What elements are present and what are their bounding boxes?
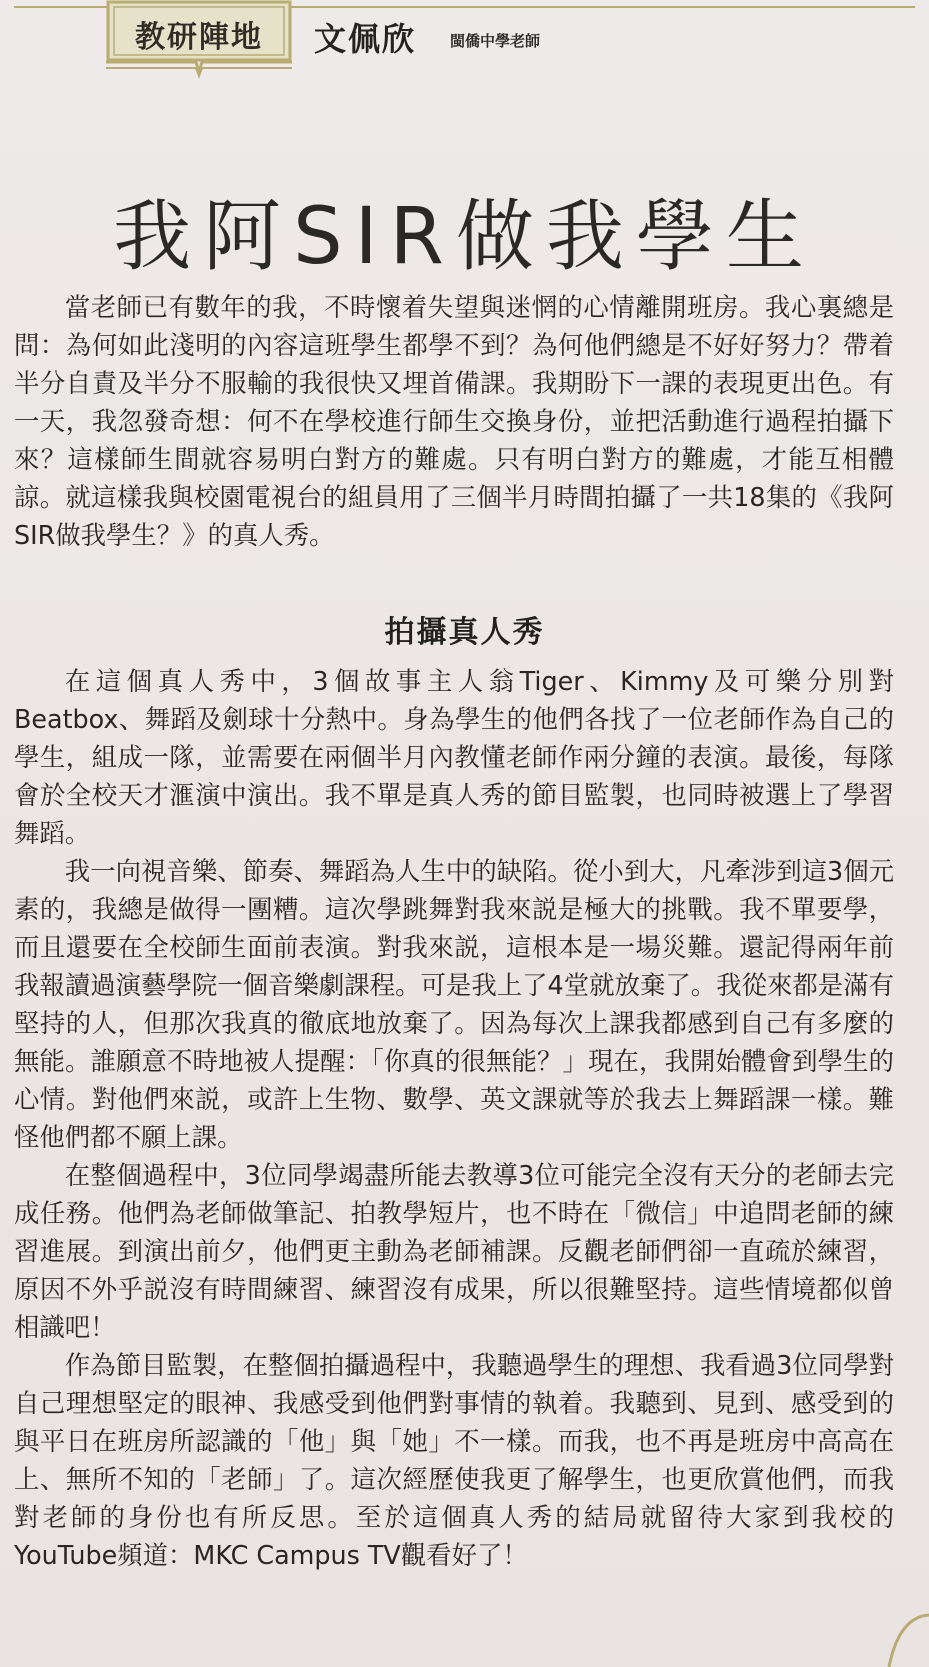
column-label: 教研陣地 [135,20,263,55]
intro-paragraph: 當老師已有數年的我，不時懷着失望與迷惘的心情離開班房。我心裏總是問：為何如此淺明的內容這班學生都學不到？為何他們總是不好好努力？帶着半分自責及半分不服輸的我很快又埋首備課。我期盼下一課的表現更出色。有一天，我忽發奇想：何不在學校進行師生交換身份，並把活動進行過程拍攝下來？這樣師生間就容易明白對方的難處。只有明白對方的難處，才能互相體諒。就這樣我與校園電視台的組員用了三個半月時間拍攝了一共18集的《我阿SIR做我學生？》的真人秀。 [14,292,894,550]
body-paragraph-4: 作為節目監製，在整個拍攝過程中，我聽過學生的理想、我看過3位同學對自己理想堅定的眼神、我感受到他們對事情的執着。我聽到、見到、感受到的與平日在班房所認識的「他」與「她」不一樣。而我，也不再是班房中高高在上、無所不知的「老師」了。這次經歷使我更了解學生，也更欣賞他們，而我對老師的身份也有所反思。至於這個真人秀的結局就留待大家到我校的YouTube頻道：MKC Campus TV觀看好了！ [14,1350,894,1570]
body-paragraph-1: 在這個真人秀中，3個故事主人翁Tiger、Kimmy及可樂分別對Beatbox、舞蹈及劍球十分熱中。身為學生的他們各找了一位老師作為自己的學生，組成一隊，並需要在兩個半月內教懂老師作兩分鐘的表演。最後，每隊會於全校天才滙演中演出。我不單是真人秀的節目監製，也同時被選上了學習舞蹈。 [14,666,894,848]
author-title: 閩僑中學老師 [450,32,541,50]
body-paragraph-3: 在整個過程中，3位同學竭盡所能去教導3位可能完全沒有天分的老師去完成任務。他們為老師做筆記、拍教學短片，也不時在「微信」中追問老師的練習進展。到演出前夕，他們更主動為老師補課。反觀老師們卻一直疏於練習，原因不外乎説沒有時間練習、練習沒有成果，所以很難堅持。這些情境都似曾相識吧！ [14,1160,894,1342]
column-badge [104,0,294,80]
corner-ornament [869,1607,929,1667]
article-headline: 我阿SIR做我學生 [113,192,816,283]
section-heading: 拍攝真人秀 [384,615,545,650]
author-name: 文佩欣 [314,20,417,58]
intro-section [14,288,894,554]
main-section [14,662,894,1574]
body-paragraph-2: 我一向視音樂、節奏、舞蹈為人生中的缺陷。從小到大，凡牽涉到這3個元素的，我總是做得一團糟。這次學跳舞對我來説是極大的挑戰。我不單要學，而且還要在全校師生面前表演。對我來説，這根本是一場災難。還記得兩年前我報讀過演藝學院一個音樂劇課程。可是我上了4堂就放棄了。我從來都是滿有堅持的人，但那次我真的徹底地放棄了。因為每次上課我都感到自己有多麼的無能。誰願意不時地被人提醒：「你真的很無能？」現在，我開始體會到學生的心情。對他們來説，或許上生物、數學、英文課就等於我去上舞蹈課一樣。難怪他們都不願上課。 [14,856,894,1152]
